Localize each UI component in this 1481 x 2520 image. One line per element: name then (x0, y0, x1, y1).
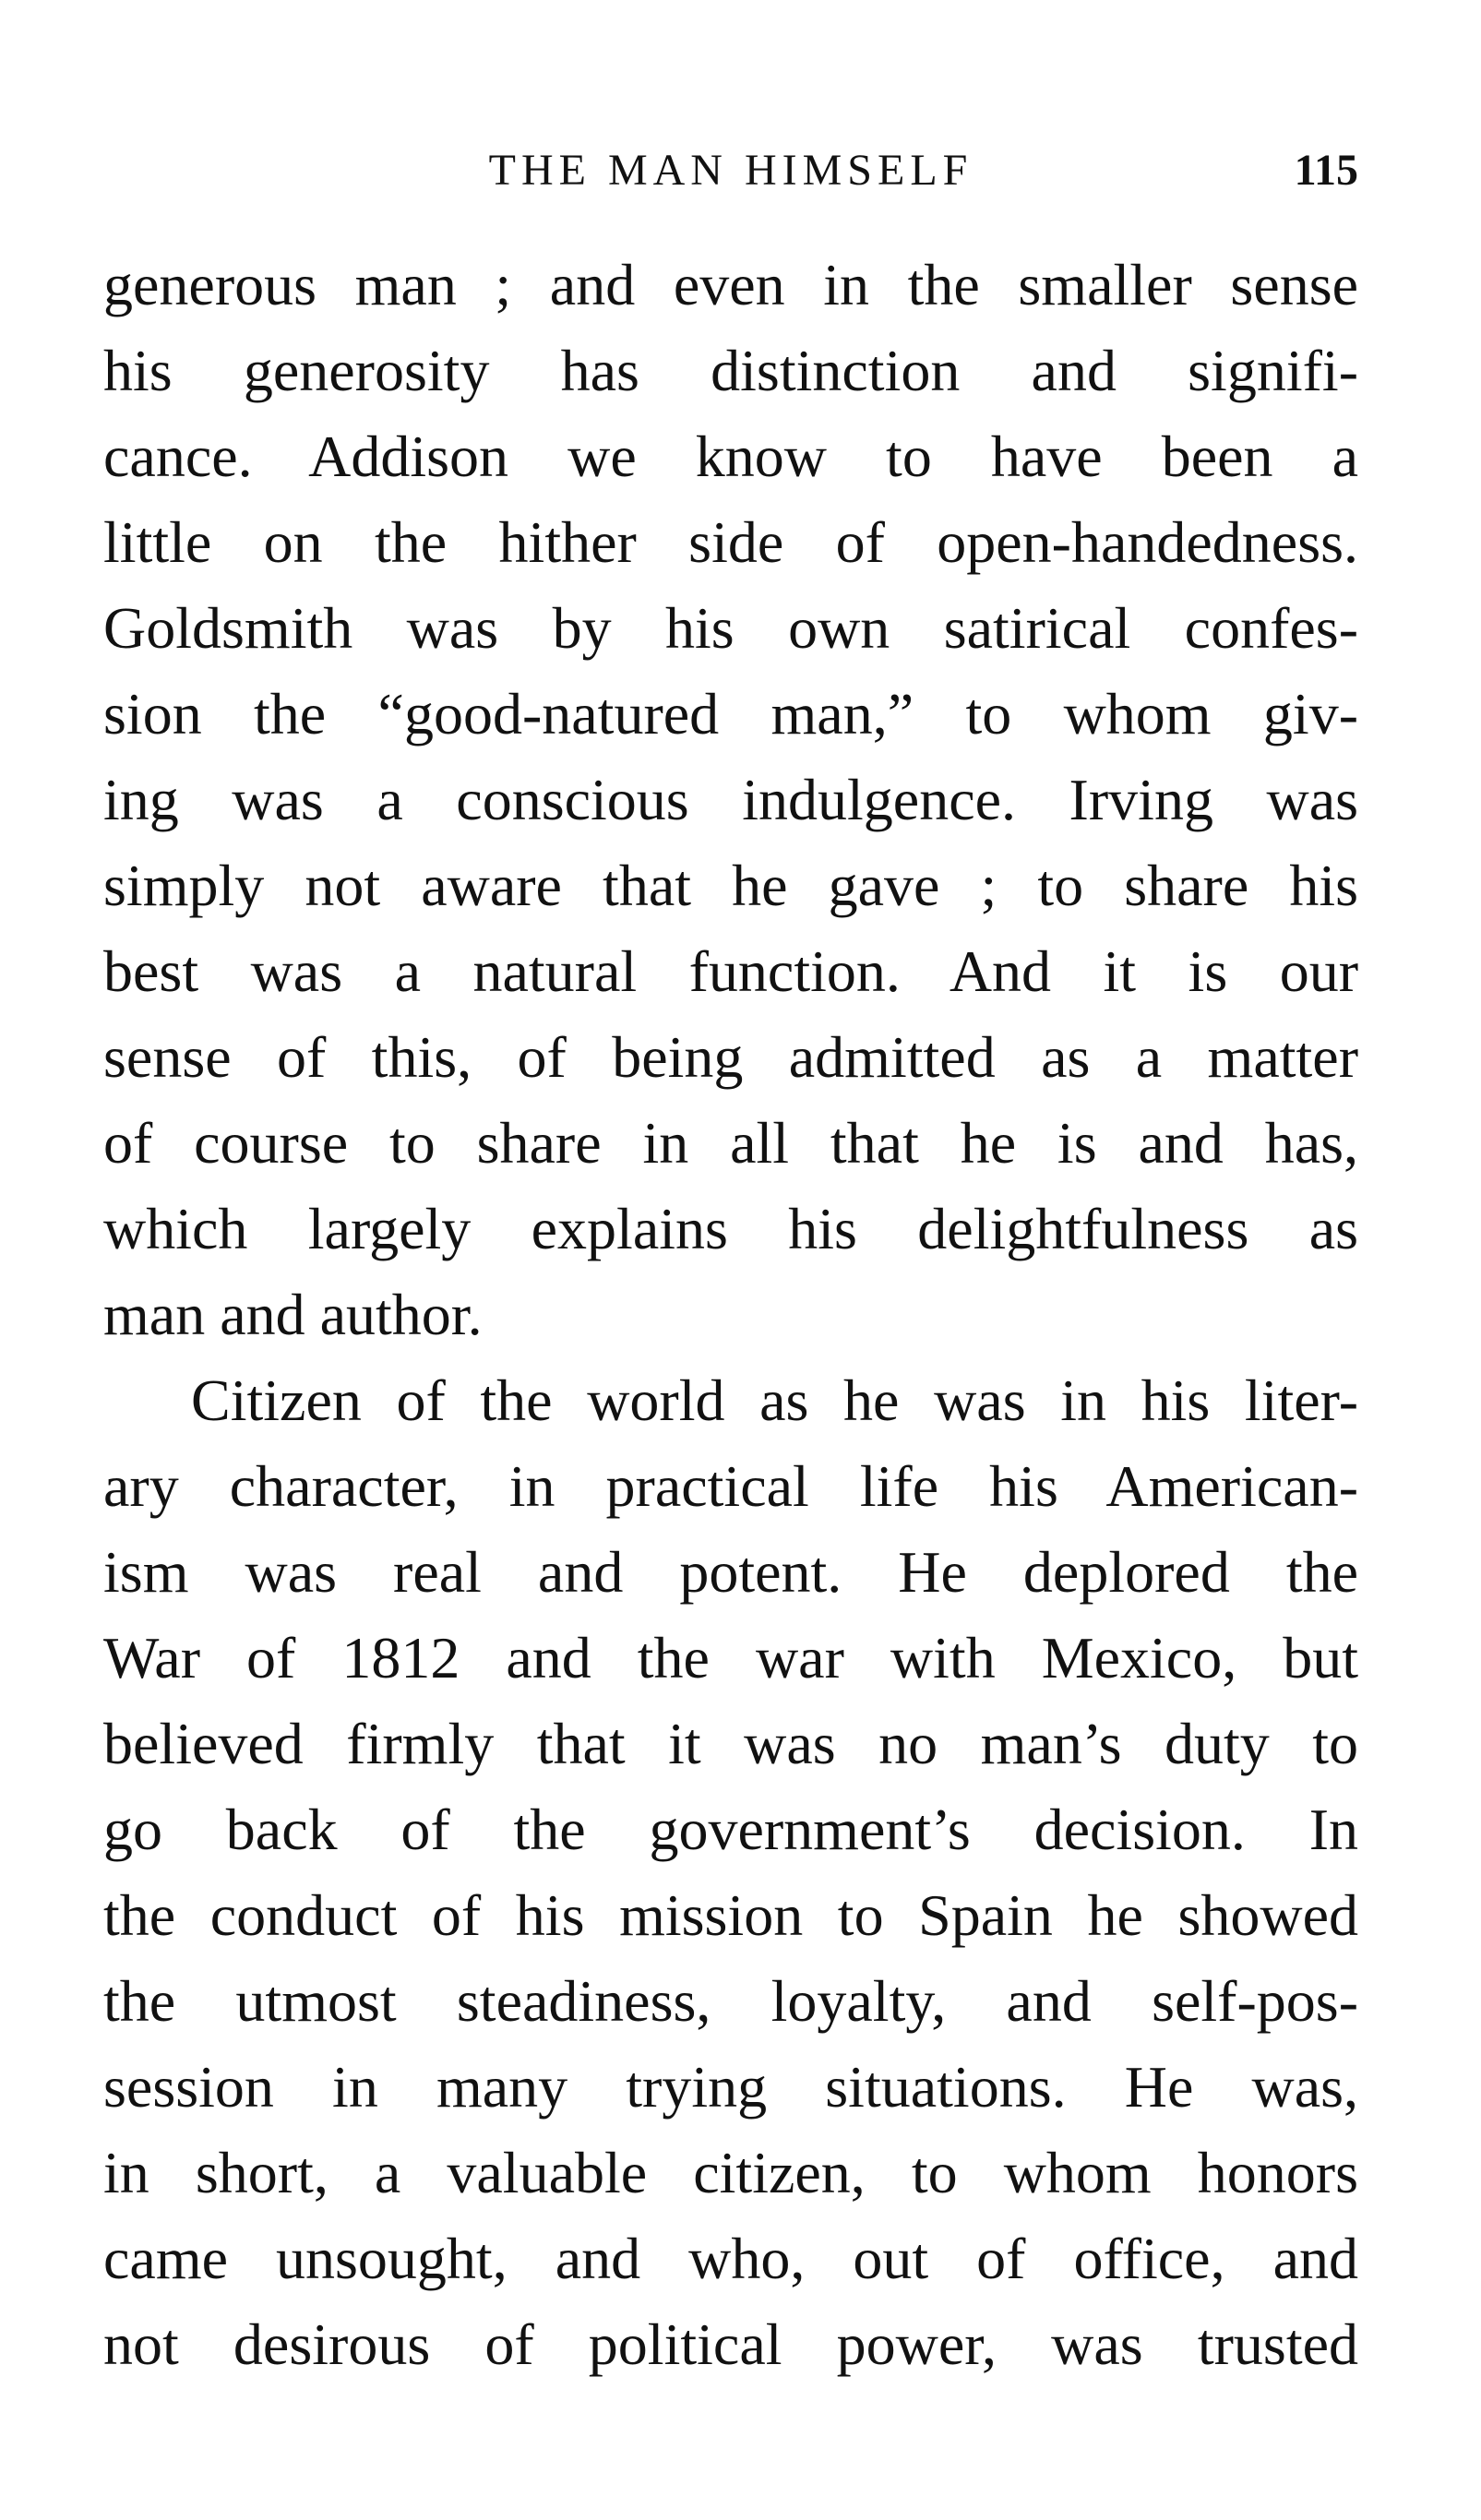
page-header (103, 138, 1358, 203)
text-line: his generosity has distinction and signifi- (103, 338, 1358, 403)
text-line: go back of the government’s decision. In (103, 1797, 1358, 1862)
text-line: the utmost steadiness, loyalty, and self-pos- (103, 1968, 1358, 2034)
body-text (103, 242, 1358, 2387)
page-number: 115 (1294, 146, 1358, 195)
text-line: ing was a conscious indulgence. Irving was (103, 767, 1358, 832)
running-head: THE MAN HIMSELF (488, 146, 973, 195)
text-line: generous man ; and even in the smaller sense (103, 252, 1358, 317)
text-line: little on the hither side of open-handedness. (103, 509, 1358, 575)
paragraph-2 (103, 1357, 1358, 2387)
text-line: sion the “good-natured man,” to whom giv- (103, 681, 1358, 746)
text-line: not desirous of political power, was trusted (103, 2311, 1358, 2377)
text-line: best was a natural function. And it is our (103, 938, 1358, 1004)
text-line: ary character, in practical life his American- (103, 1453, 1358, 1519)
text-line: believed firmly that it was no man’s duty to (103, 1711, 1358, 1776)
text-line: Citizen of the world as he was in his liter- (191, 1367, 1358, 1433)
text-line: of course to share in all that he is and has, (103, 1110, 1358, 1176)
text-line: which largely explains his delightfulness as (103, 1196, 1358, 1261)
text-line: War of 1812 and the war with Mexico, but (103, 1625, 1358, 1690)
text-line: the conduct of his mission to Spain he showed (103, 1882, 1358, 1948)
text-line: session in many trying situations. He was, (103, 2054, 1358, 2120)
text-line: in short, a valuable citizen, to whom honors (103, 2140, 1358, 2205)
text-line: ism was real and potent. He deplored the (103, 1539, 1358, 1605)
text-line: man and author. (103, 1282, 483, 1347)
paragraph-1 (103, 242, 1358, 1357)
text-line: came unsought, and who, out of office, and (103, 2226, 1358, 2291)
text-line: cance. Addison we know to have been a (103, 424, 1358, 489)
text-line: Goldsmith was by his own satirical confes- (103, 595, 1358, 661)
text-line: simply not aware that he gave ; to share his (103, 853, 1358, 918)
text-line: sense of this, of being admitted as a matter (103, 1024, 1358, 1090)
